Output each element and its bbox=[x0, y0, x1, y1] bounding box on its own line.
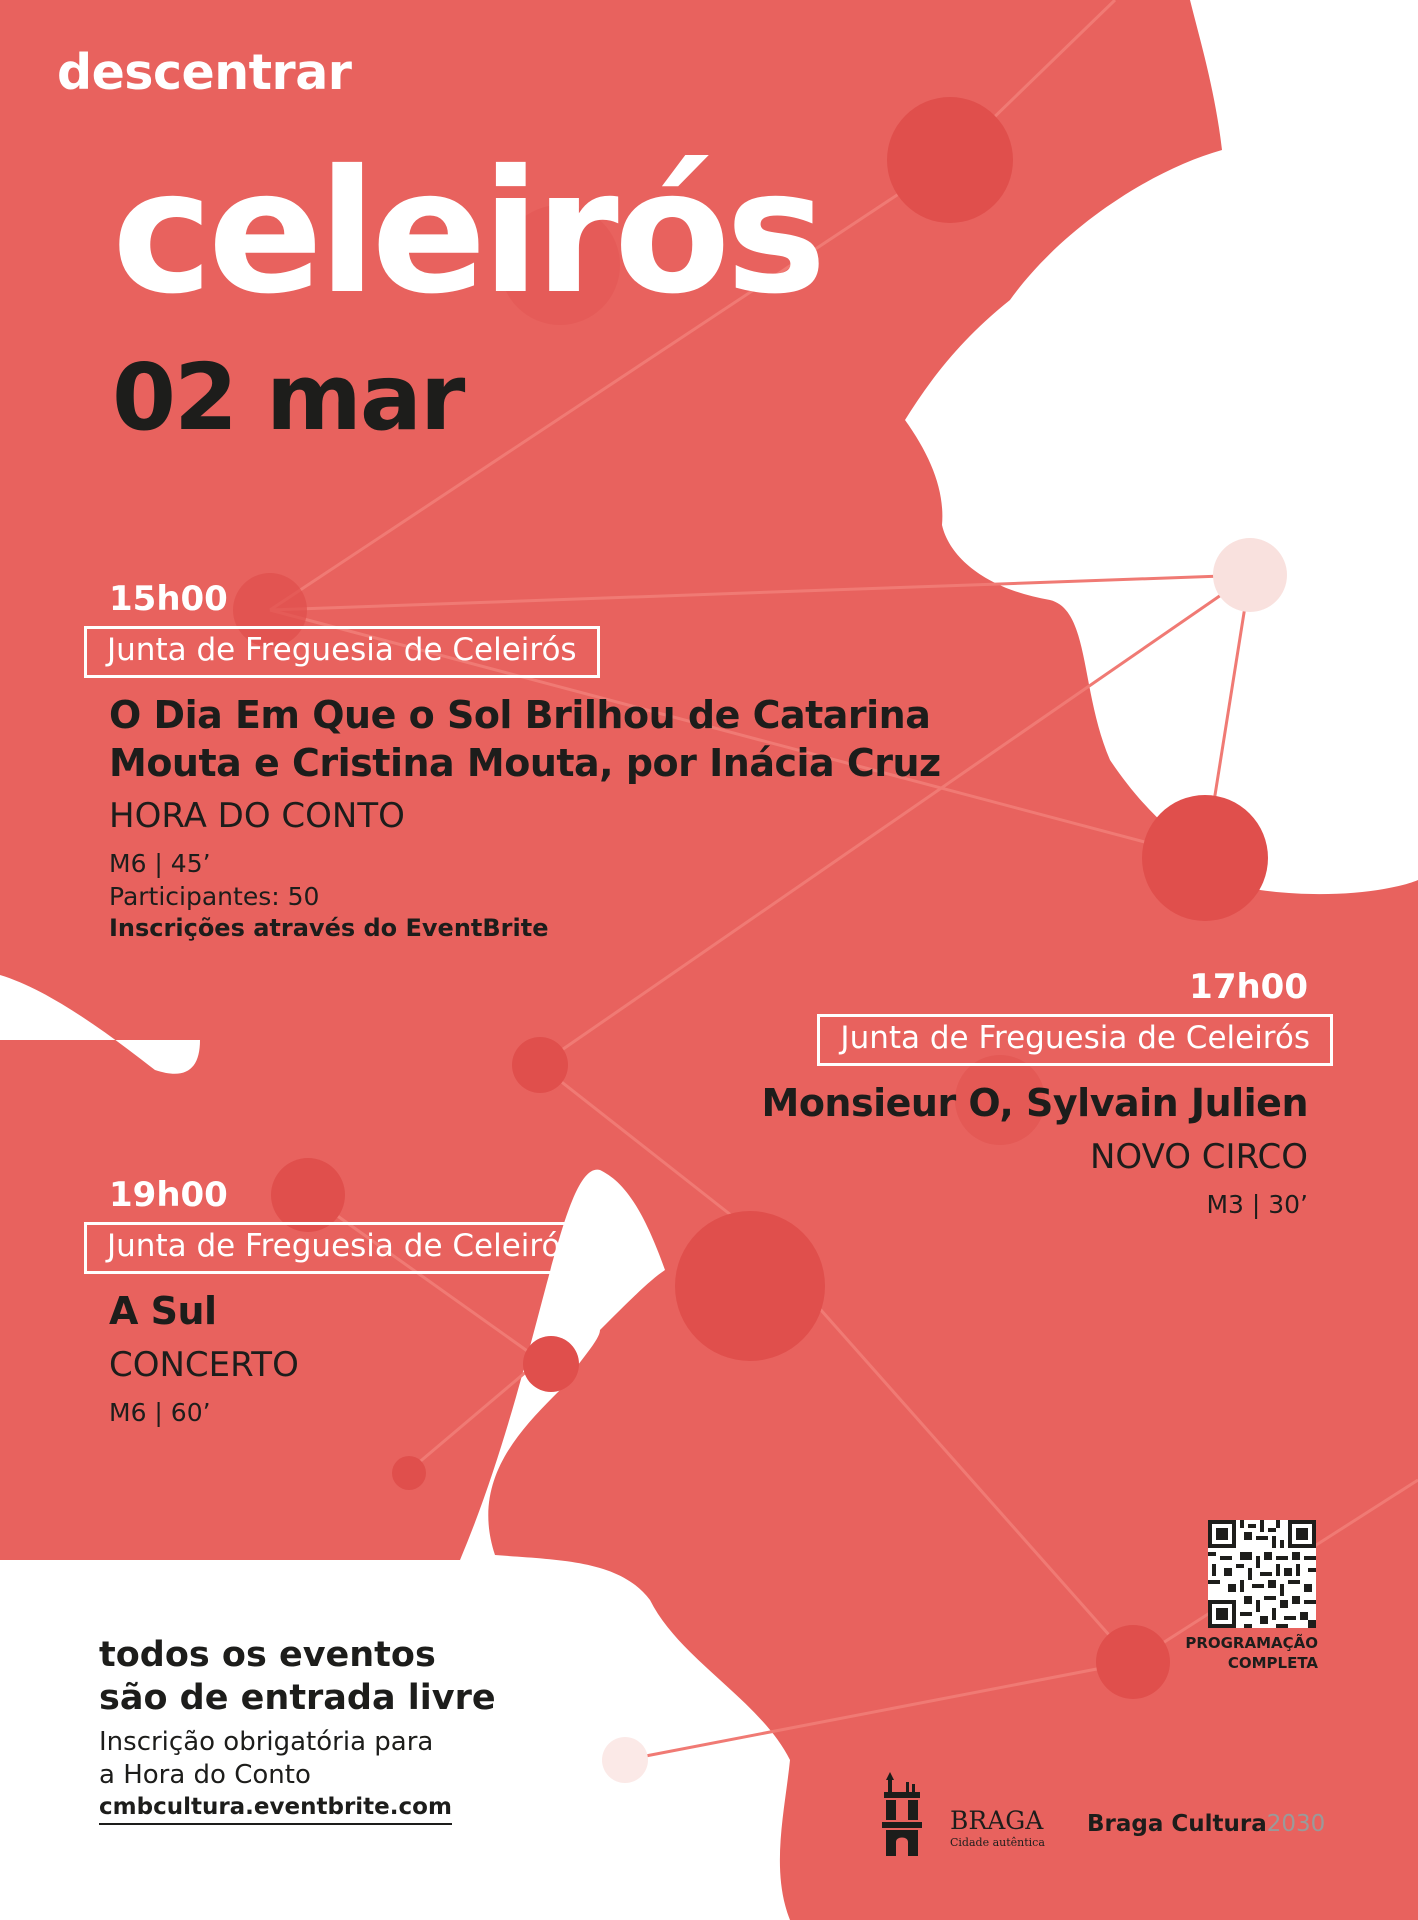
braga-cultura-year: 2030 bbox=[1266, 1811, 1326, 1837]
event-17h00 bbox=[761, 967, 1334, 1221]
registration-line: a Hora do Conto bbox=[99, 1760, 311, 1791]
event-venue: Junta de Freguesia de Celeirós bbox=[84, 1222, 600, 1274]
event-venue: Junta de Freguesia de Celeirós bbox=[817, 1014, 1333, 1066]
event-registration-note: Inscrições através do EventBrite bbox=[109, 914, 549, 943]
qr-code-icon[interactable] bbox=[1208, 1520, 1316, 1628]
qr-label-line: PROGRAMAÇÃO bbox=[1185, 1634, 1318, 1652]
braga-castle-icon bbox=[882, 1772, 922, 1856]
event-category: HORA DO CONTO bbox=[109, 796, 405, 837]
event-time: 15h00 bbox=[109, 579, 228, 619]
braga-cultura-text: Braga Cultura bbox=[1087, 1811, 1267, 1837]
braga-logo-tagline: Cidade autêntica bbox=[950, 1836, 1045, 1849]
event-19h00 bbox=[84, 1175, 600, 1429]
event-participants: Participantes: 50 bbox=[109, 881, 320, 911]
event-title-line: O Dia Em Que o Sol Brilhou de Catarina bbox=[109, 692, 931, 737]
free-entry-line: são de entrada livre bbox=[99, 1677, 496, 1718]
event-15h00 bbox=[84, 579, 941, 945]
brand-title: descentrar bbox=[57, 44, 352, 101]
free-entry-text bbox=[99, 1634, 496, 1719]
event-meta: M6 | 45’ bbox=[109, 849, 211, 879]
qr-label bbox=[1155, 1634, 1318, 1673]
event-title: A Sul bbox=[109, 1288, 217, 1333]
registration-line: Inscrição obrigatória para bbox=[99, 1727, 434, 1757]
page-title: celeirós bbox=[112, 134, 822, 332]
event-date: 02 mar bbox=[112, 344, 464, 451]
event-category: CONCERTO bbox=[109, 1344, 299, 1385]
event-title-line: Mouta e Cristina Mouta, por Inácia Cruz bbox=[109, 740, 941, 785]
event-time: 19h00 bbox=[109, 1175, 228, 1215]
event-venue: Junta de Freguesia de Celeirós bbox=[84, 626, 600, 678]
braga-logo-text: BRAGA bbox=[950, 1806, 1044, 1835]
registration-info bbox=[99, 1726, 433, 1792]
event-meta: M3 | 30’ bbox=[1206, 1189, 1308, 1219]
event-category: NOVO CIRCO bbox=[1089, 1136, 1308, 1177]
eventbrite-link[interactable]: cmbcultura.eventbrite.com bbox=[99, 1794, 452, 1825]
free-entry-line: todos os eventos bbox=[99, 1635, 436, 1675]
braga-cultura-logo bbox=[1087, 1811, 1325, 1837]
event-meta: M6 | 60’ bbox=[109, 1397, 211, 1427]
event-time: 17h00 bbox=[1189, 967, 1308, 1007]
event-title: Monsieur O, Sylvain Julien bbox=[761, 1080, 1308, 1125]
qr-label-line: COMPLETA bbox=[1227, 1653, 1318, 1672]
